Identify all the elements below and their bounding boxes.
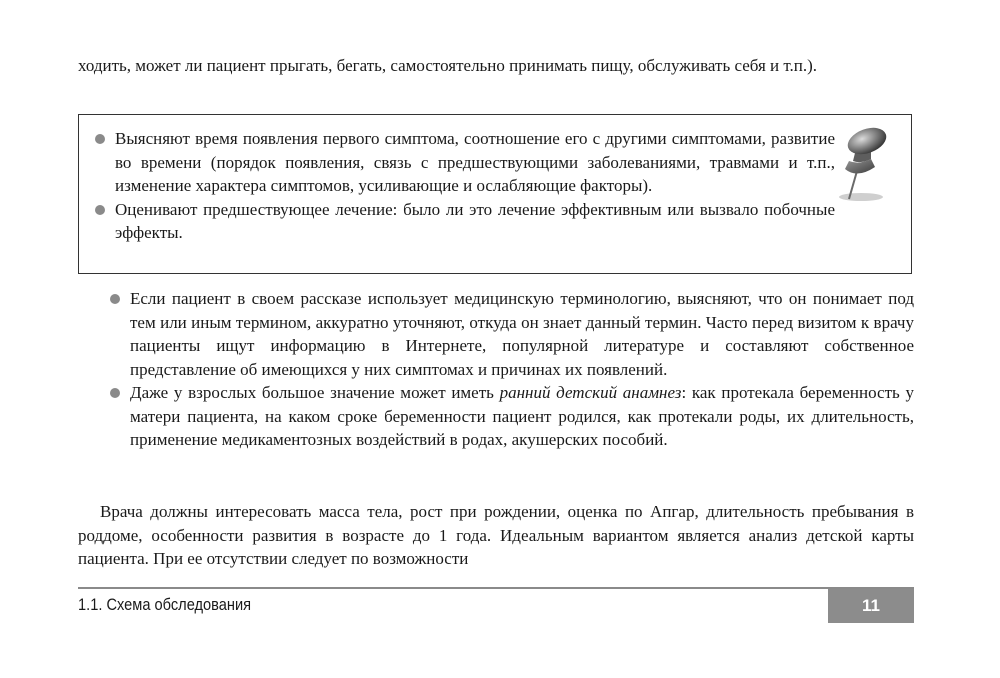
body-paragraph: Врача должны интересовать масса тела, рост при рождении, оценка по Апгар, длительность пребывания в роддоме, особенности развития в возрасте до 1 года. Идеальным вариантом является анализ детской карты пациента. При ее отсутствии следует по возможности [78,502,914,568]
italic-term: ранний детский анамнез [499,383,682,402]
footer-rule [78,587,914,589]
list-item [93,127,835,198]
info-box [78,114,912,274]
page-number: 11 [828,589,914,623]
list-item-text [130,383,914,449]
footer-section-title: 1.1. Схема обследования [78,595,252,614]
bullet-icon [110,294,120,304]
list-item [108,287,914,381]
info-box-list [93,127,835,245]
intro-paragraph: ходить, может ли пациент прыгать, бегать, самостоятельно принимать пищу, обслуживать себя и т.п.). [78,56,818,75]
bullet-list [108,287,914,452]
list-item [93,198,835,245]
bullet-icon [95,134,105,144]
list-item-text: Оценивают предшествующее лечение: было ли это лечение эффективным или вызвало побочные эффекты. [115,199,835,242]
list-item [108,381,914,452]
bullet-icon [95,205,105,215]
list-item-text: Выясняют время появления первого симптома, соотношение его с другими симптомами, развитие во времени (порядок появления, связь с предшествующими заболеваниями, травмами и т.п., изменение характера симптомов, усиливающие и ослабляющие факторы). [115,129,835,195]
text-segment: : как протекала беременность у матери пациента, на каком сроке беременности пациент родился, как протекали роды, их длительность, применение медикаментозных воздействий в родах, акушерских пособий. [130,383,914,449]
bullet-icon [110,388,120,398]
list-item-text: Если пациент в своем рассказе использует медицинскую терминологию, выясняют, что он понимает под тем или иным термином, аккуратно уточняют, откуда он знает данный термин. Часто перед визитом к врачу пациенты ищут информацию в Интернете, популярной литературе и составляют собственное представление об имеющихся у них симптомах и причинах их появлений. [130,289,914,379]
pushpin-icon [827,127,897,203]
text-segment: Даже у взрослых большое значение может иметь [130,383,500,402]
